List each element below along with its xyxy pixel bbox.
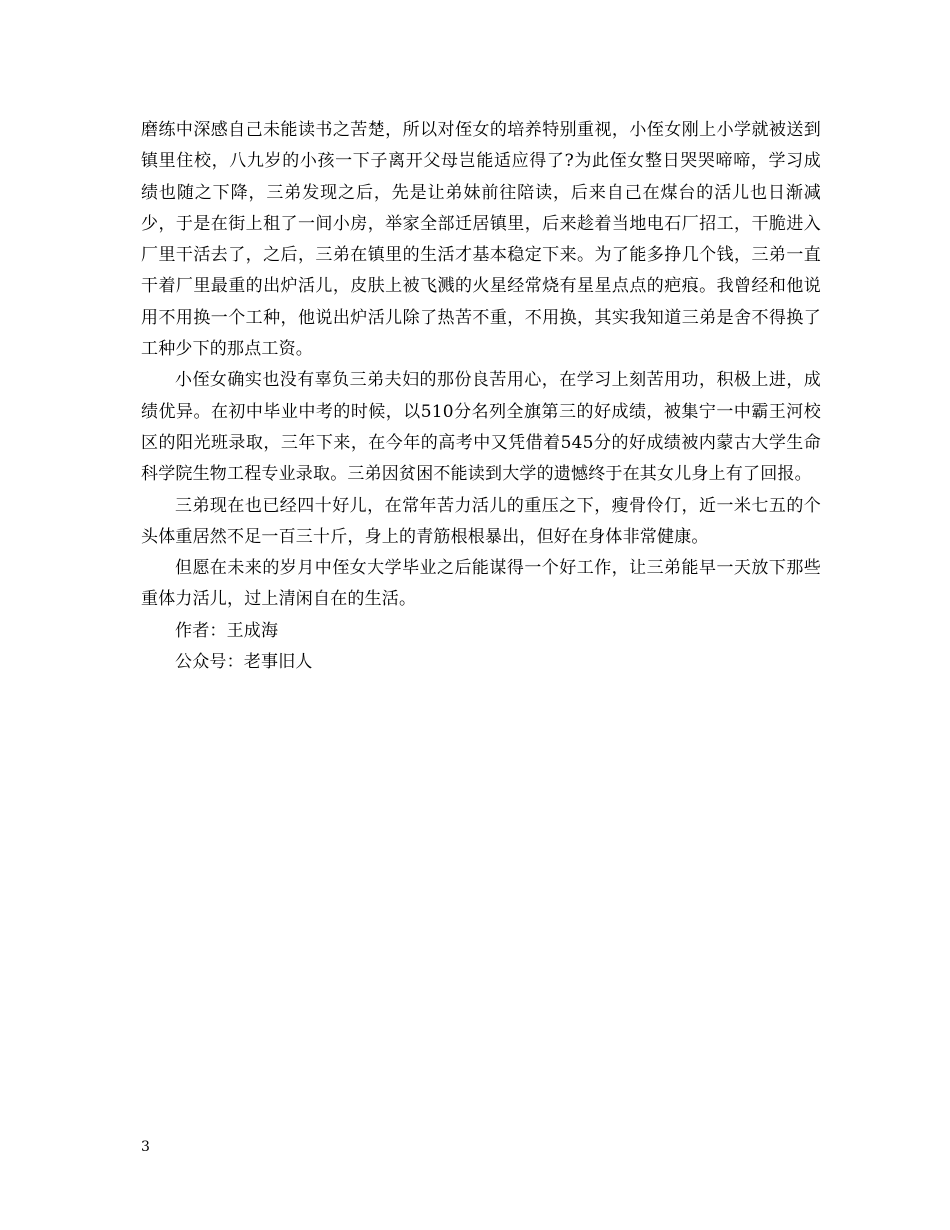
- paragraph-continued: 磨练中深感自己未能读书之苦楚，所以对侄女的培养特别重视，小侄女刚上小学就被送到镇里住校，八九岁的小孩一下子离开父母岂能适应得了?为此侄女整日哭哭啼啼，学习成绩也随之下降，三弟发现之后，先是让弟妹前往陪读，后来自己在煤台的活儿也日渐减少，于是在街上租了一间小房，举家全部迁居镇里，后来趁着当地电石厂招工，干脆进入厂里干活去了，之后，三弟在镇里的生活才基本稳定下来。为了能多挣几个钱，三弟一直干着厂里最重的出炉活儿，皮肤上被飞溅的火星经常烧有星星点点的疤痕。我曾经和他说用不用换一个工种，他说出炉活儿除了热苦不重，不用换，其实我知道三弟是舍不得换了工种少下的那点工资。: [141, 120, 821, 360]
- page-number: 3: [141, 1139, 150, 1155]
- document-body: [141, 115, 821, 678]
- paragraph-brother-health: 三弟现在也已经四十好儿，在常年苦力活儿的重压之下，瘦骨伶仃，近一米七五的个头体重居然不足一百三十斤，身上的青筋根根暴出，但好在身体非常健康。: [141, 495, 821, 547]
- author-line: 作者：王成海: [175, 620, 279, 641]
- paragraph-niece-achievement: 小侄女确实也没有辜负三弟夫妇的那份良苦用心，在学习上刻苦用功，积极上进，成绩优异。在初中毕业中考的时候，以510分名列全旗第三的好成绩，被集宁一中霸王河校区的阳光班录取，三年下来，在今年的高考中又凭借着545分的好成绩被内蒙古大学生命科学院生物工程专业录取。三弟因贫困不能读到大学的遗憾终于在其女儿身上有了回报。: [141, 370, 821, 485]
- public-account-line: 公众号：老事旧人: [175, 652, 313, 673]
- paragraph-closing-wish: 但愿在未来的岁月中侄女大学毕业之后能谋得一个好工作，让三弟能早一天放下那些重体力活儿，过上清闲自在的生活。: [141, 558, 821, 610]
